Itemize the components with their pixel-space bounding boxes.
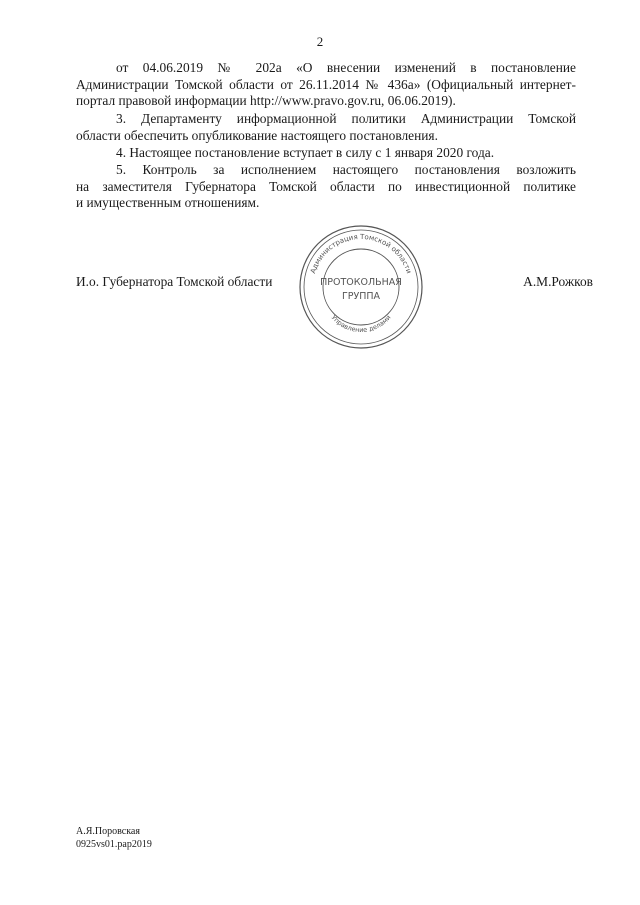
signatory-title: И.о. Губернатора Томской области bbox=[76, 274, 273, 289]
page-number: 2 bbox=[316, 34, 324, 49]
text-line: Администрации Томской области от 26.11.2014 № 436а» (Официальный интернет- bbox=[76, 76, 576, 92]
footer-author: А.Я.Поровская bbox=[76, 826, 140, 837]
text-line: 3. Департаменту информационной политики Администрации Томской bbox=[116, 111, 576, 126]
paragraph-3 bbox=[76, 111, 576, 144]
text-line: области обеспечить опубликование настоящего постановления. bbox=[76, 127, 438, 143]
seal-center-line2: ГРУППА bbox=[341, 291, 381, 302]
text-line: 5. Контроль за исполнением настоящего постановления возложить bbox=[116, 162, 576, 177]
svg-text:Администрация Томской области bbox=[309, 233, 413, 275]
seal-bottom-text: Управление делами bbox=[329, 313, 393, 335]
paragraph-continuation bbox=[76, 60, 576, 110]
seal-ring-text: Администрация Томской области bbox=[309, 232, 413, 275]
svg-text:Управление делами bbox=[330, 314, 393, 334]
footer-doc-code: 0925vs01.pap2019 bbox=[76, 839, 152, 850]
seal-center-line1: ПРОТОКОЛЬНАЯ bbox=[320, 277, 402, 288]
text-line: от 04.06.2019 № 202а «О внесении изменений в постановление bbox=[116, 60, 576, 75]
text-line: и имущественным отношениям. bbox=[76, 195, 260, 210]
paragraph-5 bbox=[76, 162, 576, 212]
text-line: на заместителя Губернатора Томской области по инвестиционной политике bbox=[76, 178, 576, 194]
text-line: портал правовой информации http://www.pravo.gov.ru, 06.06.2019). bbox=[76, 93, 456, 108]
signatory-name: А.М.Рожков bbox=[523, 274, 593, 289]
official-seal bbox=[296, 222, 426, 352]
text-line: 4. Настоящее постановление вступает в силу с 1 января 2020 года. bbox=[116, 145, 495, 160]
paragraph-4 bbox=[76, 145, 576, 162]
